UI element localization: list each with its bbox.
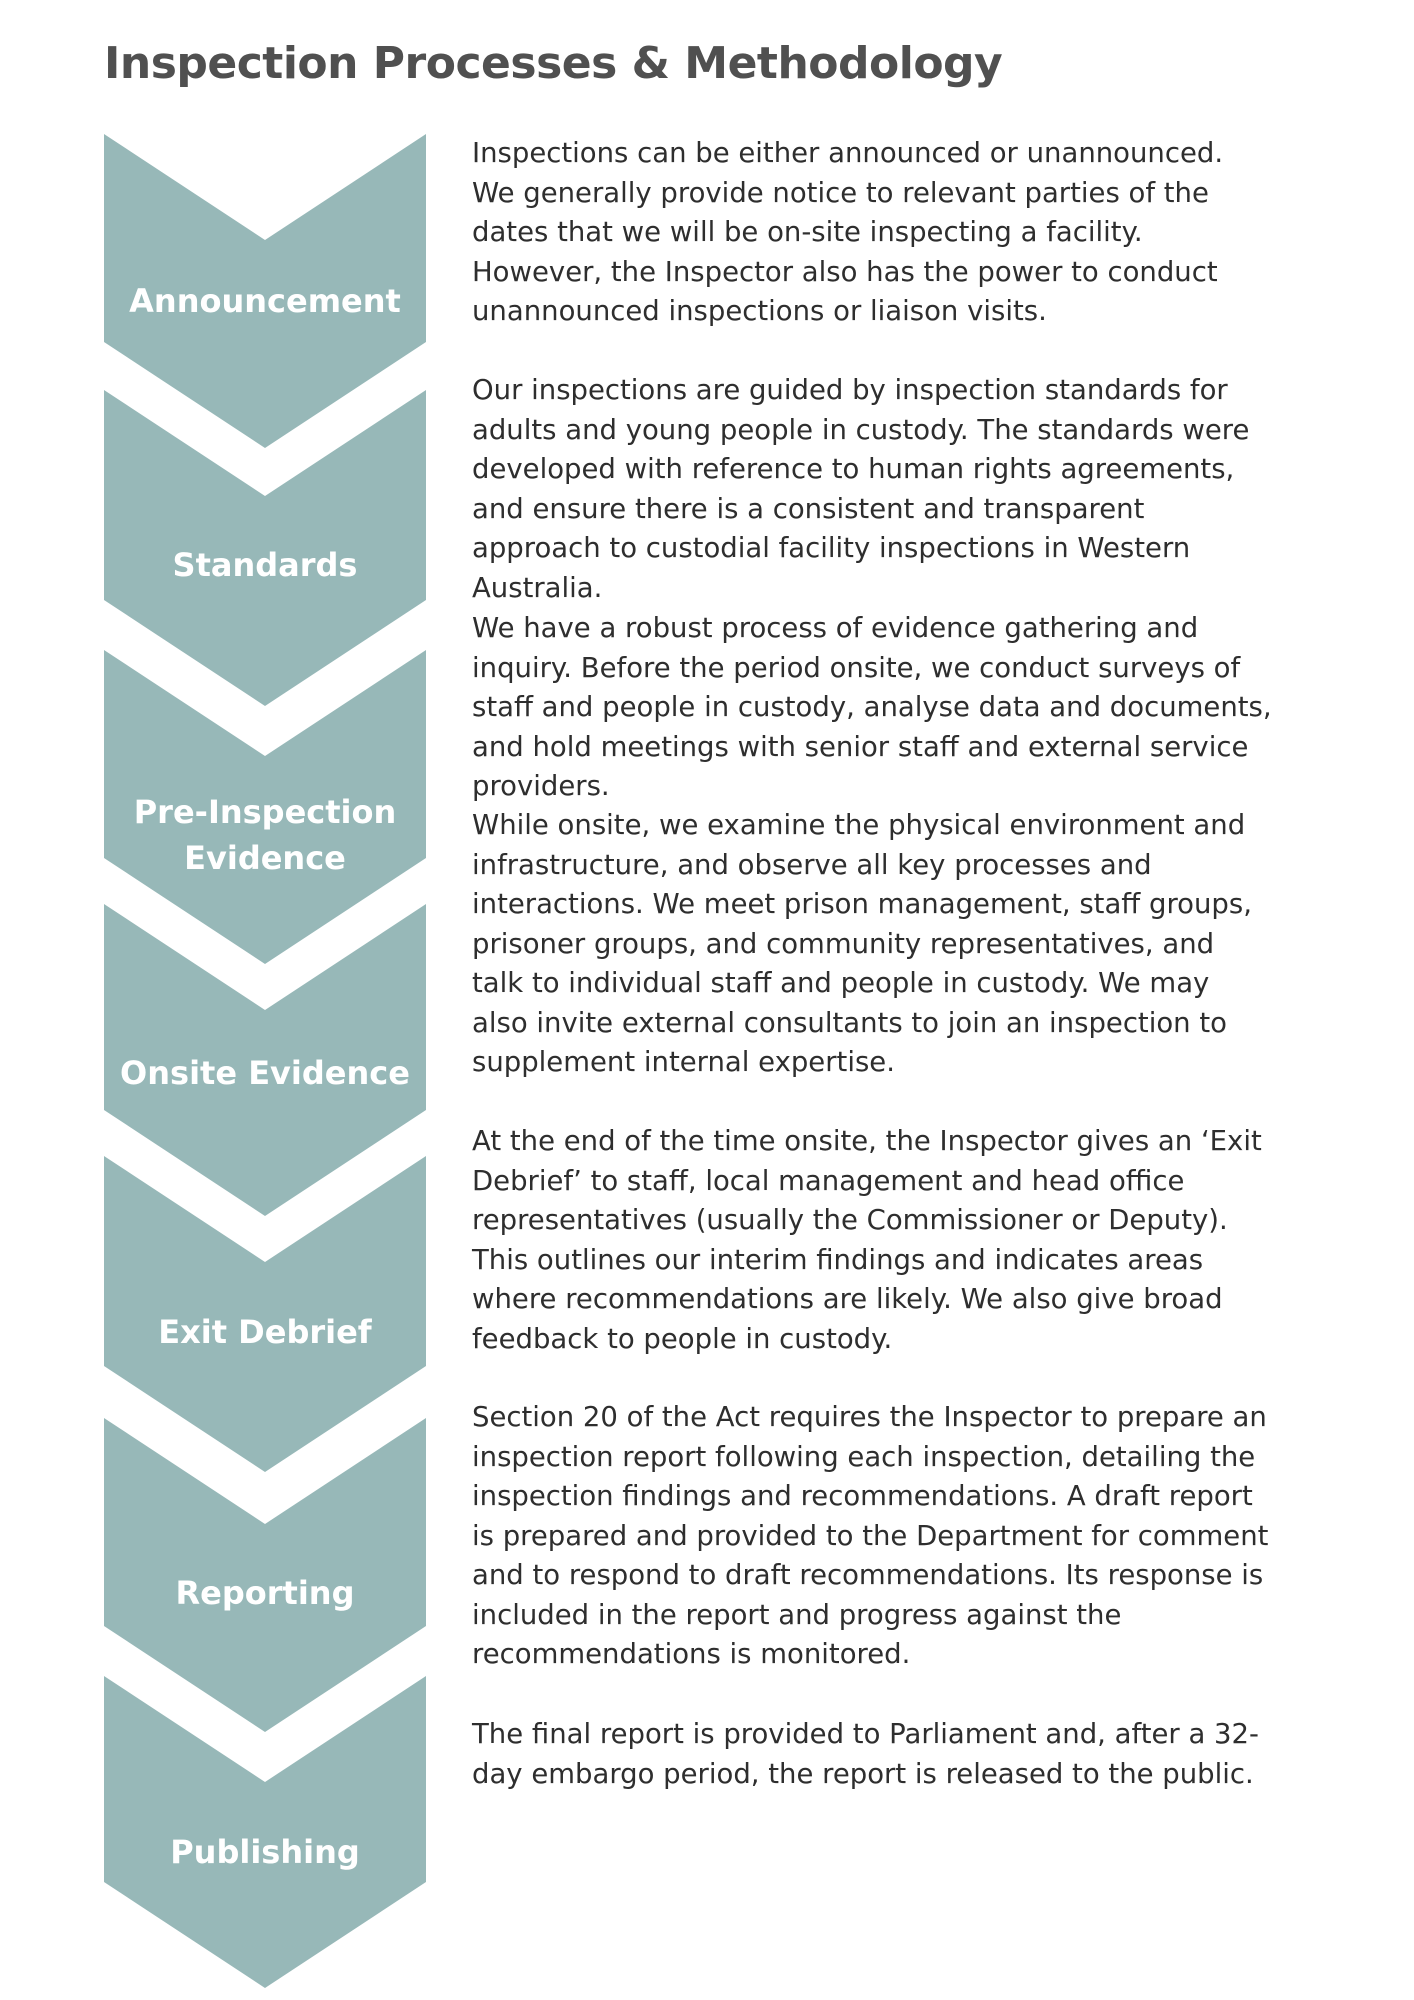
step-label-standards: Standards xyxy=(172,546,358,584)
step-label-pre-inspection-evidence: Pre-Inspection Evidence xyxy=(133,793,397,877)
onsite-evidence-paragraph: While onsite, we examine the physical environment and infrastructure, and observe all key processes and interactions. We meet prison management, staff groups, prisoner groups, and community representatives, and talk to individual staff and people in custody. We may also invite external consultants to join an inspection to supplement internal expertise. xyxy=(472,809,1252,1078)
publishing-paragraph: The final report is provided to Parliament and, after a 32-day embargo period, the report is released to the public. xyxy=(472,1718,1259,1790)
page-title: Inspection Processes & Methodology xyxy=(104,38,1003,89)
step-label-publishing: Publishing xyxy=(170,1833,360,1871)
reporting-paragraph: Section 20 of the Act requires the Inspector to prepare an inspection report following each inspection, detailing the inspection findings and recommendations. A draft report is prepared and provided to the Department for comment and to respond to draft recommendations. Its response is included in the report and progress against the recommendations is monitored. xyxy=(472,1401,1269,1670)
announcement-paragraph: Inspections can be either announced or unannounced. We generally provide notice to relevant parties of the dates that we will be on-site inspecting a facility. However, the Inspector also has the power to conduct unannounced inspections or liaison visits. xyxy=(472,137,1224,327)
step-label-announcement: Announcement xyxy=(129,282,401,320)
step-label-reporting: Reporting xyxy=(175,1574,355,1612)
step-label-exit-debrief: Exit Debrief xyxy=(158,1313,372,1351)
pre-inspection-evidence-paragraph: We have a robust process of evidence gathering and inquiry. Before the period onsite, we conduct surveys of staff and people in custody, analyse data and documents, and hold meetings with senior staff and external service providers. xyxy=(472,612,1272,802)
standards-paragraph: Our inspections are guided by inspection standards for adults and young people in custody. The standards were developed with reference to human rights agreements, and ensure there is a consistent and transparent approach to custodial facility inspections in Western Australia. xyxy=(472,374,1250,604)
step-label-onsite-evidence: Onsite Evidence xyxy=(120,1054,410,1092)
exit-debrief-paragraph: At the end of the time onsite, the Inspector gives an ‘Exit Debrief’ to staff, local management and head office representatives (usually the Commissioner or Deputy). This outlines our interim findings and indicates areas where recommendations are likely. We also give broad feedback to people in custody. xyxy=(472,1125,1262,1355)
